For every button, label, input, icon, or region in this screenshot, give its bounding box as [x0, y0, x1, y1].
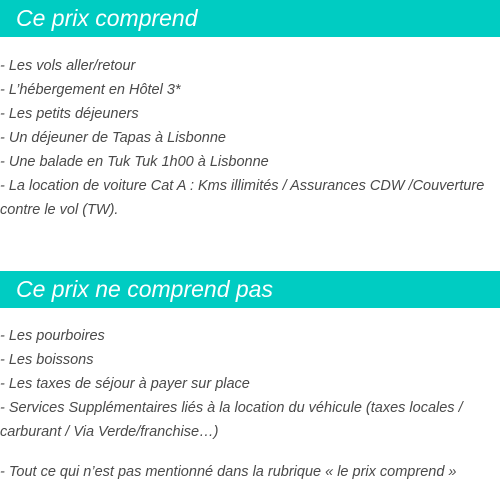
list-item: - Les taxes de séjour à payer sur place — [0, 376, 250, 392]
list-item: - Les vols aller/retour — [0, 58, 136, 74]
not-included-extra-list — [0, 460, 500, 484]
list-item: - L’hébergement en Hôtel 3* — [0, 82, 181, 98]
section-header-included — [0, 0, 500, 37]
list-item: - Les boissons — [0, 352, 94, 368]
list-item: - Tout ce qui n’est pas mentionné dans la rubrique « le prix comprend » — [0, 464, 457, 480]
list-item: - Une balade en Tuk Tuk 1h00 à Lisbonne — [0, 154, 269, 170]
included-items-list — [0, 54, 500, 222]
list-item: - La location de voiture Cat A : Kms illimités / Assurances CDW /Couverture contre le vol (TW). — [0, 178, 485, 218]
list-item: - Les pourboires — [0, 328, 105, 344]
section-title-not-included: Ce prix ne comprend pas — [16, 276, 273, 302]
list-item: - Un déjeuner de Tapas à Lisbonne — [0, 130, 226, 146]
section-header-not-included — [0, 271, 500, 308]
list-item: - Services Supplémentaires liés à la location du véhicule (taxes locales / carburant / Via Verde/franchise…) — [0, 400, 463, 440]
section-title-included: Ce prix comprend — [16, 5, 198, 31]
list-item: - Les petits déjeuners — [0, 106, 139, 122]
not-included-items-list — [0, 324, 500, 444]
